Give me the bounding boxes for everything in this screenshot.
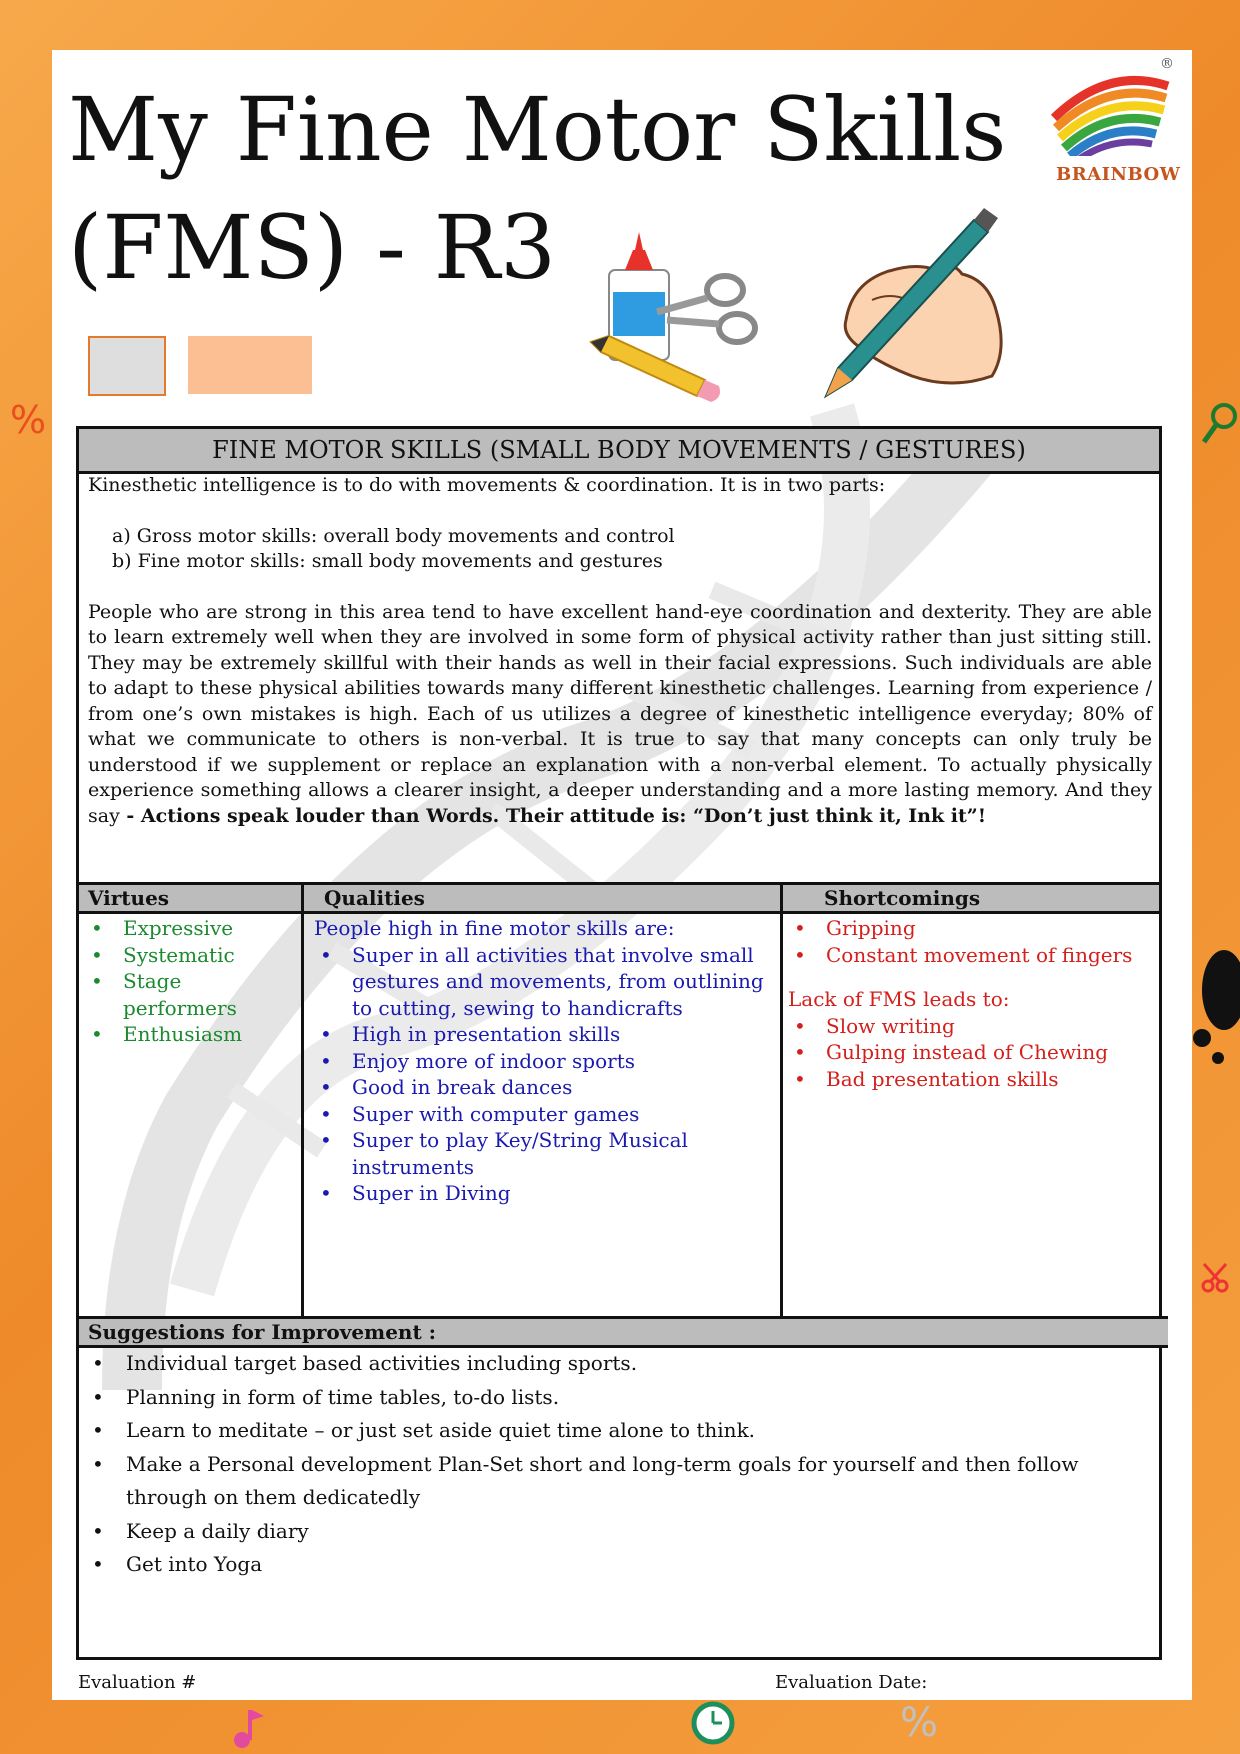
list-item: • Make a Personal development Plan-Set short and long-term goals for yourself and then follow through on them dedicatedly: [88, 1448, 1138, 1515]
intro-text: [88, 473, 1152, 829]
list-item: • Bad presentation skills: [788, 1066, 1148, 1093]
hand-writing-icon: [812, 200, 1052, 420]
list-item: • Enjoy more of indoor sports: [314, 1048, 769, 1075]
evaluation-number-label: Evaluation #: [78, 1672, 197, 1693]
list-item: • Super in all activities that involve small gestures and movements, from outlining to cutting, sewing to handicrafts: [314, 942, 769, 1022]
list-item: • Stage performers: [85, 968, 295, 1021]
list-item: • Super to play Key/String Musical instruments: [314, 1127, 769, 1180]
list-item: • Super in Diving: [314, 1180, 769, 1207]
brainbow-logo: [1048, 56, 1181, 186]
brand-name: BRAINBOW: [1056, 164, 1181, 185]
peach-swatch: [188, 336, 312, 394]
page-title-line-2: (FMS) - R3: [68, 196, 557, 299]
list-item: • Expressive: [85, 915, 295, 942]
gross-motor-part: a) Gross motor skills: overall body movements and control: [112, 524, 675, 547]
content-box: [76, 426, 1162, 1660]
magnifier-icon: [1200, 400, 1240, 446]
evaluation-date-label: Evaluation Date:: [775, 1672, 928, 1693]
grey-swatch: [88, 336, 166, 396]
list-item: • Keep a daily diary: [88, 1515, 1138, 1549]
percent-icon: %: [900, 1700, 939, 1746]
list-item: • Get into Yoga: [88, 1548, 1138, 1582]
columns-header: [79, 882, 1159, 914]
rainbow-icon: [1048, 56, 1178, 156]
list-item: • Individual target based activities including sports.: [88, 1347, 1138, 1381]
description-paragraph: People who are strong in this area tend to have excellent hand-eye coordination and dexterity. They are able to learn extremely well when they are involved in some form of physical activity rather than just sitting still. They may be extremely skillful with their hands as well in their facial expressions. Such individuals are able to adapt to these physical abilities towards many different kinesthetic challenges. Learning from experience / from one’s own mistakes is high. Each of us utilizes a degree of kinesthetic intelligence everyday; 80% of what we communicate to others is non-verbal. It is true to say that many concepts can only truly be understood if we supplement or replace an explanation with a non-verbal element. To actually physically experience something allows a clearer insight, a deeper understanding and a more lasting memory. And they say - Actions speak louder than Words. Their attitude is: “Don’t just think it, Ink it”!: [88, 600, 1152, 827]
list-item: • Gripping: [788, 915, 1148, 942]
ink-blot-icon: [1188, 930, 1240, 1070]
shortcomings-column: [788, 915, 1148, 1092]
section-heading: FINE MOTOR SKILLS (SMALL BODY MOVEMENTS / GESTURES): [79, 429, 1159, 474]
suggestions-heading: Suggestions for Improvement :: [79, 1316, 1168, 1348]
clock-icon: [690, 1700, 736, 1746]
list-item: • Learn to meditate – or just set aside quiet time alone to think.: [88, 1414, 1138, 1448]
list-item: • High in presentation skills: [314, 1021, 769, 1048]
column-divider: [301, 882, 304, 1316]
registered-mark: ®: [1160, 56, 1174, 72]
list-item: • Good in break dances: [314, 1074, 769, 1101]
music-note-icon: [230, 1706, 270, 1750]
list-item: • Planning in form of time tables, to-do lists.: [88, 1381, 1138, 1415]
quote-emphasis: - Actions speak louder than Words. Their attitude is: “Don’t just think it, Ink it”!: [119, 804, 987, 827]
list-item: • Super with computer games: [314, 1101, 769, 1128]
intro-line: Kinesthetic intelligence is to do with movements & coordination. It is in two parts:: [88, 474, 886, 496]
list-item: • Slow writing: [788, 1013, 1148, 1040]
scissors-icon: [1200, 1262, 1232, 1294]
percent-icon: %: [10, 398, 47, 442]
qualities-intro: People high in fine motor skills are:: [314, 916, 675, 940]
page-title-line-1: My Fine Motor Skills: [68, 78, 1007, 181]
virtues-column: [85, 915, 295, 1048]
document-page: [52, 50, 1192, 1700]
qualities-column: [314, 915, 769, 1207]
shortcomings-heading: Shortcomings: [824, 886, 981, 910]
list-item: • Enthusiasm: [85, 1021, 295, 1048]
column-divider: [780, 882, 783, 1316]
qualities-heading: Qualities: [324, 886, 425, 910]
suggestions-list: [88, 1347, 1138, 1582]
list-item: • Systematic: [85, 942, 295, 969]
fine-motor-part: b) Fine motor skills: small body movements and gestures: [112, 550, 663, 572]
virtues-heading: Virtues: [88, 886, 170, 910]
list-item: • Constant movement of fingers: [788, 942, 1148, 969]
list-item: • Gulping instead of Chewing: [788, 1039, 1148, 1066]
lack-heading: Lack of FMS leads to:: [788, 987, 1010, 1011]
